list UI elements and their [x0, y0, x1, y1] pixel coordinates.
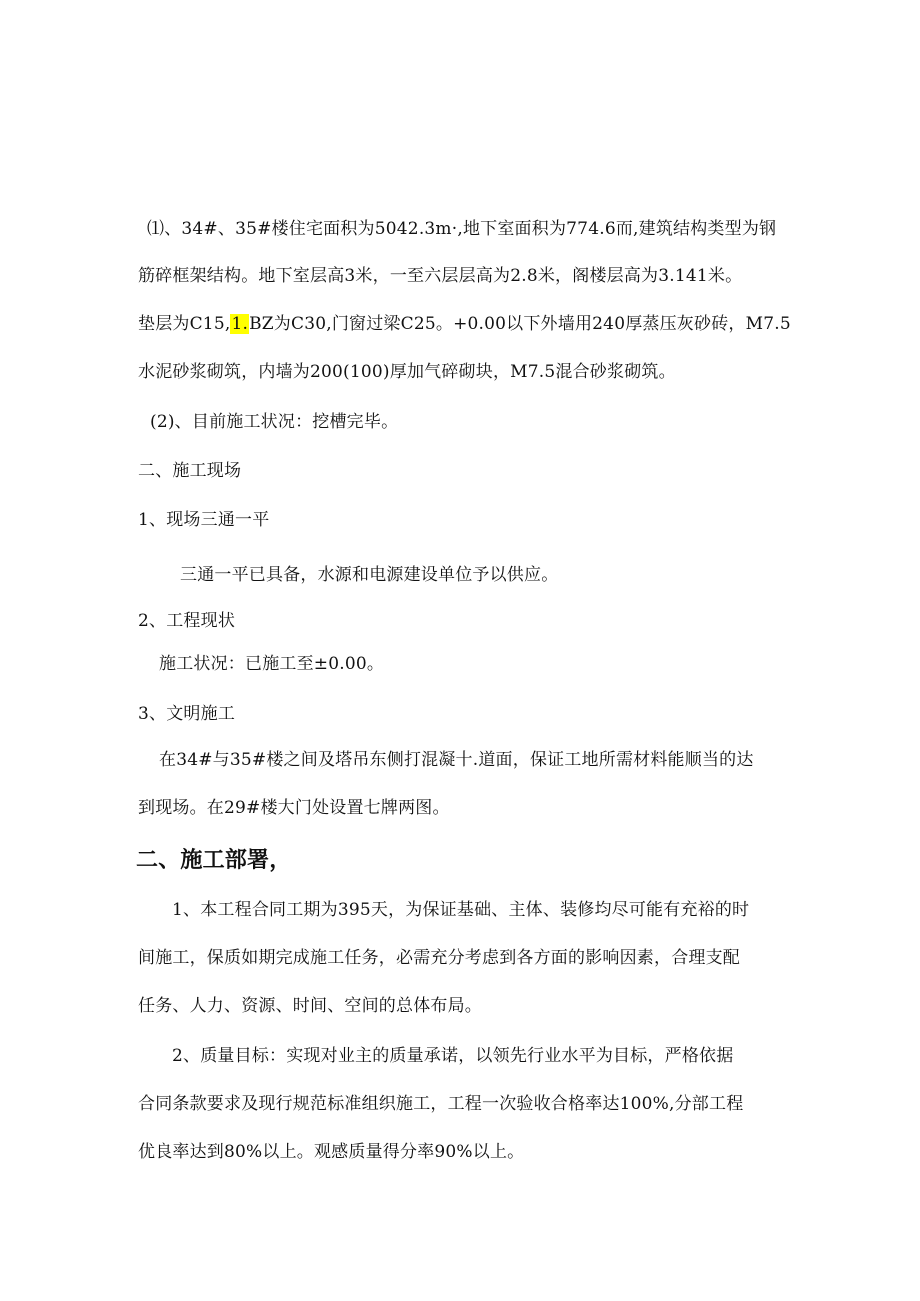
paragraph-line: 水泥砂浆砌筑，内墙为200(100)厚加气碎砌块，M7.5混合砂浆砌筑。	[138, 362, 676, 382]
paragraph-line: 间施工，保质如期完成施工任务，必需充分考虑到各方面的影响因素，合理支配	[138, 948, 740, 968]
text-segment: BZ为C30,门窗过梁C25。+0.00以下外墙用240厚蒸压灰砂砖，M7.5	[249, 314, 791, 334]
paragraph-line: 1、本工程合同工期为395天，为保证基础、主体、装修均尽可能有充裕的时	[172, 900, 750, 920]
section-title: 二、施工现场	[138, 461, 242, 481]
subsection-title: 3、文明施工	[138, 704, 236, 724]
paragraph-line: (2)、目前施工状况：挖槽完毕。	[150, 412, 399, 432]
paragraph-line: 2、质量目标：实现对业主的质量承诺，以领先行业水平为目标，严格依据	[172, 1046, 734, 1066]
paragraph-line: 施工状况：已施工至±0.00。	[159, 654, 385, 674]
paragraph-line: 任务、人力、资源、时间、空间的总体布局。	[138, 996, 482, 1016]
paragraph-line: 三通一平已具备，水源和电源建设单位予以供应。	[180, 565, 559, 585]
highlighted-text: 1.	[231, 314, 249, 334]
text-segment: 垫层为C15,	[138, 314, 231, 334]
subsection-title: 2、工程现状	[138, 611, 236, 631]
paragraph-line: 优良率达到80%以上。观感质量得分率90%以上。	[138, 1142, 525, 1162]
paragraph-line: 筋碎框架结构。地下室层高3米，一至六层层高为2.8米，阁楼层高为3.141米。	[138, 266, 743, 286]
section-heading: 二、施工部署，	[136, 847, 292, 873]
paragraph-line: 合同条款要求及现行规范标准组织施工，工程一次验收合格率达100%,分部工程	[138, 1094, 744, 1114]
paragraph-line: 在34#与35#楼之间及塔吊东侧打混凝十.道面，保证工地所需材料能顺当的达	[159, 750, 754, 770]
paragraph-line	[138, 312, 791, 336]
subsection-title: 1、现场三通一平	[138, 510, 270, 530]
paragraph-line: 到现场。在29#楼大门处设置七牌两图。	[138, 798, 450, 818]
paragraph-line: ⑴、34#、35#楼住宅面积为5042.3m·,地下室面积为774.6而,建筑结构类型为钢	[147, 219, 777, 239]
